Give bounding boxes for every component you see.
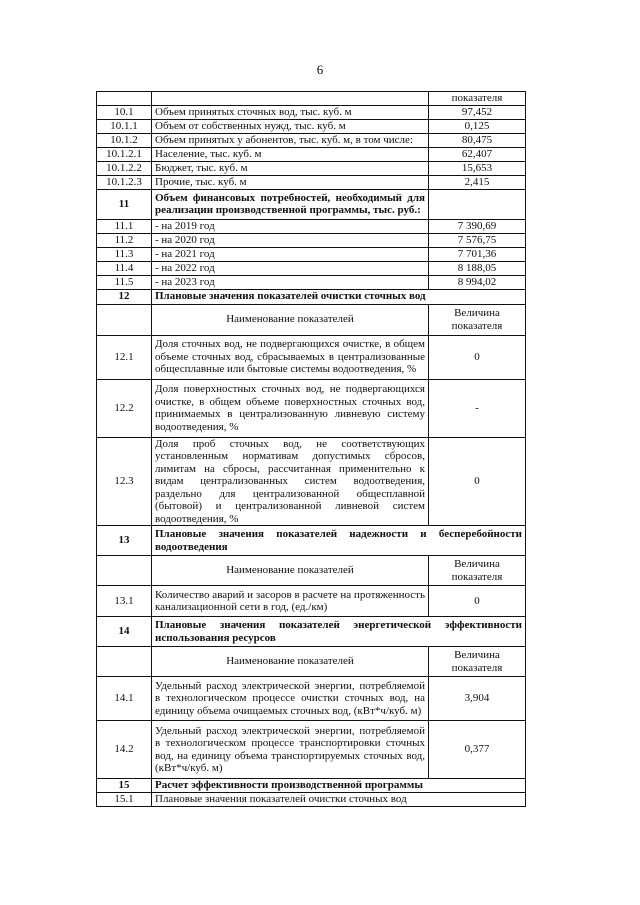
row-number: 10.1.1	[97, 119, 152, 133]
row-label: Объем от собственных нужд, тыс. куб. м	[152, 119, 429, 133]
row-label: Объем принятых у абонентов, тыс. куб. м, в том числе:	[152, 133, 429, 147]
row-value: 8 188,05	[429, 261, 526, 275]
row-number: 10.1.2.1	[97, 147, 152, 161]
table-row	[97, 437, 526, 526]
row-number: 11.5	[97, 275, 152, 289]
row-number: 14.1	[97, 677, 152, 721]
table-row	[97, 133, 526, 147]
section-row	[97, 189, 526, 219]
section-title: Расчет эффективности производственной программы	[152, 779, 526, 793]
table-row	[97, 793, 526, 807]
table-row	[97, 175, 526, 189]
section-number: 13	[97, 526, 152, 556]
table-row	[97, 233, 526, 247]
row-number: 10.1	[97, 105, 152, 119]
value-header: Величина показателя	[429, 556, 526, 586]
row-value: 7 576,75	[429, 233, 526, 247]
row-number: 11.4	[97, 261, 152, 275]
row-number: 12.3	[97, 437, 152, 526]
row-value: -	[429, 379, 526, 437]
table-row	[97, 105, 526, 119]
row-value: 97,452	[429, 105, 526, 119]
section-number: 11	[97, 189, 152, 219]
row-label: - на 2021 год	[152, 247, 429, 261]
name-header: Наименование показателей	[152, 556, 429, 586]
table-row	[97, 261, 526, 275]
row-number: 12.1	[97, 335, 152, 379]
row-label: - на 2020 год	[152, 233, 429, 247]
header-row	[97, 304, 526, 335]
value-header: показателя	[429, 92, 526, 106]
row-number: 14.2	[97, 721, 152, 779]
row-value: 7 701,36	[429, 247, 526, 261]
value-header: Величина показателя	[429, 647, 526, 677]
row-label: - на 2023 год	[152, 275, 429, 289]
section-title: Плановые значения показателей энергетической эффективности использования ресурсов	[152, 617, 526, 647]
row-number: 11.1	[97, 219, 152, 233]
row-label: - на 2022 год	[152, 261, 429, 275]
header-row	[97, 556, 526, 586]
table-row	[97, 147, 526, 161]
row-label: Доля сточных вод, не подвергающихся очистке, в общем объеме сточных вод, сбрасываемых в централизованные общесплавные или бытовые системы водоотведения, %	[152, 335, 429, 379]
row-number: 11.3	[97, 247, 152, 261]
table-row	[97, 119, 526, 133]
row-number: 12.2	[97, 379, 152, 437]
row-label: Доля проб сточных вод, не соответствующих установленным нормативам допустимых сбросов, лимитам на сбросы, рассчитанная применительно к видам централизованных систем водоотведения, раздельно для централизованной общесплавной (бытовой) и централизованной ливневой систем водоотведения, %	[152, 437, 429, 526]
section-title: Плановые значения показателей надежности и бесперебойности водоотведения	[152, 526, 526, 556]
row-label: - на 2019 год	[152, 219, 429, 233]
row-number: 10.1.2	[97, 133, 152, 147]
row-value: 0	[429, 437, 526, 526]
row-value: 3,904	[429, 677, 526, 721]
table-row	[97, 161, 526, 175]
name-header: Наименование показателей	[152, 647, 429, 677]
row-label: Прочие, тыс. куб. м	[152, 175, 429, 189]
row-label: Удельный расход электрической энергии, потребляемой в технологическом процессе транспортировки сточных вод, на единицу объема транспортируемых сточных вод, (кВт*ч/куб. м)	[152, 721, 429, 779]
row-number: 13.1	[97, 586, 152, 617]
section-row	[97, 526, 526, 556]
table-row	[97, 586, 526, 617]
table-row	[97, 677, 526, 721]
row-number: 10.1.2.3	[97, 175, 152, 189]
row-value: 0	[429, 586, 526, 617]
table-row	[97, 219, 526, 233]
row-label: Количество аварий и засоров в расчете на протяженность канализационной сети в год, (ед./км)	[152, 586, 429, 617]
row-value: 7 390,69	[429, 219, 526, 233]
row-value: 8 994,02	[429, 275, 526, 289]
section-row	[97, 779, 526, 793]
table-row	[97, 247, 526, 261]
section-number: 15	[97, 779, 152, 793]
row-label: Население, тыс. куб. м	[152, 147, 429, 161]
row-value: 80,475	[429, 133, 526, 147]
header-row	[97, 647, 526, 677]
indicators-table	[96, 91, 526, 807]
section-title: Плановые значения показателей очистки сточных вод	[152, 289, 526, 304]
row-label: Объем принятых сточных вод, тыс. куб. м	[152, 105, 429, 119]
table-row	[97, 379, 526, 437]
section-row	[97, 617, 526, 647]
row-value: 0,377	[429, 721, 526, 779]
row-label: Бюджет, тыс. куб. м	[152, 161, 429, 175]
name-header: Наименование показателей	[152, 304, 429, 335]
row-value: 62,407	[429, 147, 526, 161]
value-header: Величина показателя	[429, 304, 526, 335]
row-value: 0	[429, 335, 526, 379]
page-number: 6	[316, 62, 324, 77]
row-value: 2,415	[429, 175, 526, 189]
section-number: 12	[97, 289, 152, 304]
table-row	[97, 275, 526, 289]
section-number: 14	[97, 617, 152, 647]
row-number: 11.2	[97, 233, 152, 247]
table-row	[97, 92, 526, 106]
row-number: 15.1	[97, 793, 152, 807]
row-label: Удельный расход электрической энергии, потребляемой в технологическом процессе очистки сточных вод, на единицу объема очищаемых сточных вод, (кВт*ч/куб. м)	[152, 677, 429, 721]
row-label: Плановые значения показателей очистки сточных вод	[152, 793, 526, 807]
table-row	[97, 721, 526, 779]
table-row	[97, 335, 526, 379]
section-title: Объем финансовых потребностей, необходимый для реализации производственной программы, тыс. руб.:	[152, 189, 429, 219]
section-row	[97, 289, 526, 304]
row-number: 10.1.2.2	[97, 161, 152, 175]
row-value: 0,125	[429, 119, 526, 133]
row-value: 15,653	[429, 161, 526, 175]
row-label: Доля поверхностных сточных вод, не подвергающихся очистке, в общем объеме поверхностных сточных вод, принимаемых в централизованную ливневую систему водоотведения, %	[152, 379, 429, 437]
